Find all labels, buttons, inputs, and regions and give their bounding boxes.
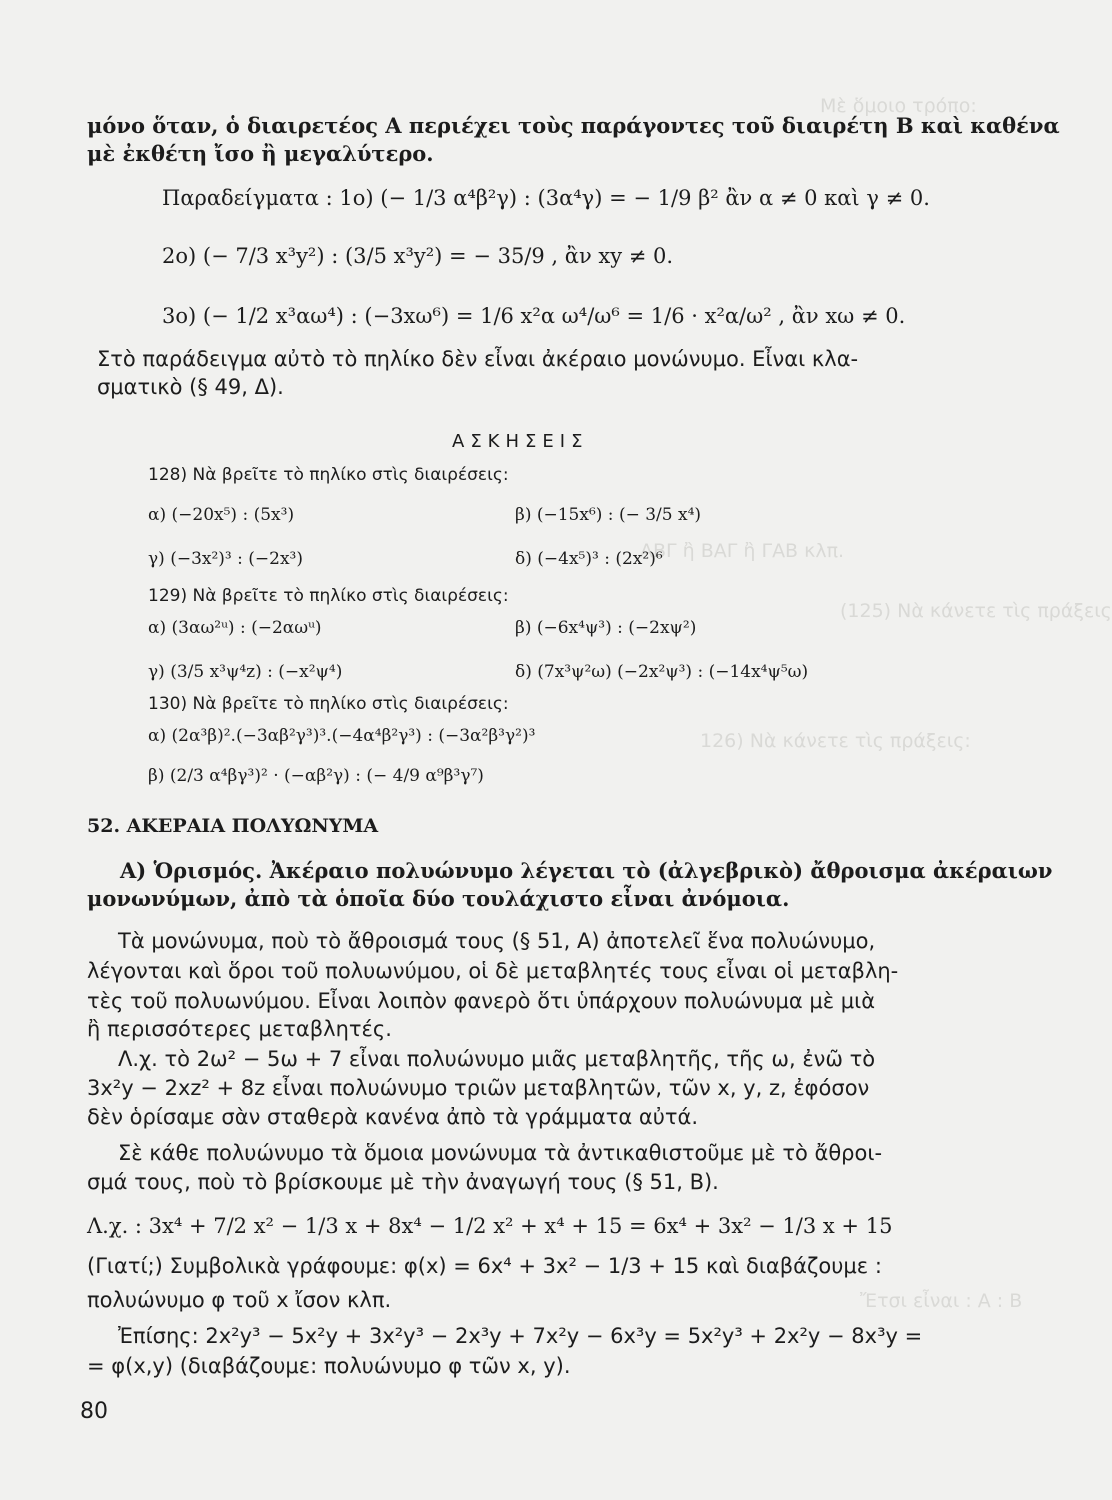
text-line: = φ(x,y) (διαβάζουμε: πολυώνυμο φ τῶν x, y). [87, 1354, 571, 1378]
bleed-through: Μὲ ὅμοιο τρόπο: [820, 95, 977, 117]
example-1: Παραδείγματα : 1ο) (− 1/3 α⁴β²γ) : (3α⁴γ) = − 1/9 β² ἂν α ≠ 0 καὶ γ ≠ 0. [162, 186, 930, 210]
bleed-through: 126) Νὰ κάνετε τὶς πράξεις: [700, 730, 971, 752]
example-2: 2ο) (− 7/3 x³y²) : (3/5 x³y²) = − 35/9 , ἂν xy ≠ 0. [162, 244, 674, 268]
exercise-130-title: 130) Νὰ βρεῖτε τὸ πηλίκο στὶς διαιρέσεις: [148, 694, 509, 714]
section-title: 52. ΑΚΕΡΑΙΑ ΠΟΛΥΩΝΥΜΑ [87, 815, 379, 837]
exercise-item: γ) (−3x²)³ : (−2x³) [148, 549, 304, 569]
formula-line: Λ.χ. : 3x⁴ + 7/2 x² − 1/3 x + 8x⁴ − 1/2 x² + x⁴ + 15 = 6x⁴ + 3x² − 1/3 x + 15 [87, 1214, 893, 1238]
exercise-129-title: 129) Νὰ βρεῖτε τὸ πηλίκο στὶς διαιρέσεις: [148, 586, 509, 606]
text-line: τὲς τοῦ πολυωνύμου. Εἶναι λοιπὸν φανερὸ ὅτι ὑπάρχουν πολυώνυμα μὲ μιὰ [87, 989, 876, 1013]
text-line: σματικὸ (§ 49, Δ). [97, 375, 284, 399]
exercise-item: α) (2α³β)².(−3αβ²γ³)³.(−4α⁴β²γ³) : (−3α²β³γ²)³ [148, 726, 536, 746]
exercise-item: α) (3αω²ᵘ) : (−2αωᵘ) [148, 618, 322, 638]
text-line: Ἐπίσης: 2x²y³ − 5x²y + 3x²y³ − 2x³y + 7x²y − 6x³y = 5x²y³ + 2x²y − 8x³y = [118, 1324, 923, 1348]
exercise-item: δ) (−4x⁵)³ : (2x²)⁶ [515, 549, 663, 569]
bleed-through: ΑΒΓ ἢ ΒΑΓ ἢ ΓΑΒ κλπ. [640, 540, 845, 562]
definition-line: Α) Ὁρισμός. Ἀκέραιο πολυώνυμο λέγεται τὸ (ἀλγεβρικὸ) ἄθροισμα ἀκέραιων [120, 858, 1053, 883]
bleed-through: Ἔτσι εἶναι : Α : Β [860, 1290, 1023, 1312]
exercise-item: β) (−6x⁴ψ³) : (−2xψ²) [515, 618, 697, 638]
page-number: 80 [80, 1399, 108, 1424]
text-line: 3x²y − 2xz² + 8z εἶναι πολυώνυμο τριῶν μεταβλητῶν, τῶν x, y, z, ἐφόσον [87, 1076, 870, 1100]
text-line: δὲν ὁρίσαμε σὰν σταθερὰ κανένα ἀπὸ τὰ γράμματα αὐτά. [87, 1105, 699, 1129]
exercise-128-title: 128) Νὰ βρεῖτε τὸ πηλίκο στὶς διαιρέσεις: [148, 465, 509, 485]
exercise-item: β) (2/3 α⁴βγ³)² · (−αβ²γ) : (− 4/9 α⁹β³γ⁷) [148, 766, 484, 786]
text-line: μόνο ὅταν, ὁ διαιρετέος Α περιέχει τοὺς παράγοντες τοῦ διαιρέτη Β καὶ καθένα [87, 113, 1060, 138]
exercise-item: δ) (7x³ψ²ω) (−2x²ψ³) : (−14x⁴ψ⁵ω) [515, 662, 809, 682]
text-line: ἢ περισσότερες μεταβλητές. [87, 1017, 392, 1041]
text-line: πολυώνυμο φ τοῦ x ἴσον κλπ. [87, 1288, 392, 1312]
text-line: Στὸ παράδειγμα αὐτὸ τὸ πηλίκο δὲν εἶναι ἀκέραιο μονώνυμο. Εἶναι κλα- [97, 347, 859, 371]
text-line: Λ.χ. τὸ 2ω² − 5ω + 7 εἶναι πολυώνυμο μιᾶς μεταβλητῆς, τῆς ω, ἐνῶ τὸ [118, 1047, 876, 1071]
bleed-through: (125) Νὰ κάνετε τὶς πράξεις [840, 600, 1112, 622]
text-line: Τὰ μονώνυμα, ποὺ τὸ ἄθροισμά τους (§ 51, Α) ἀποτελεῖ ἕνα πολυώνυμο, [118, 929, 876, 953]
text-line: σμά τους, ποὺ τὸ βρίσκουμε μὲ τὴν ἀναγωγή τους (§ 51, Β). [87, 1170, 719, 1194]
example-3: 3ο) (− 1/2 x³αω⁴) : (−3xω⁶) = 1/6 x²α ω⁴/ω⁶ = 1/6 · x²α/ω² , ἂν xω ≠ 0. [162, 304, 906, 328]
text-line: μὲ ἐκθέτη ἴσο ἢ μεγαλύτερο. [87, 141, 434, 166]
exercise-item: α) (−20x⁵) : (5x³) [148, 505, 295, 525]
text-line: (Γιατί;) Συμβολικὰ γράφουμε: φ(x) = 6x⁴ + 3x² − 1/3 + 15 καὶ διαβάζουμε : [87, 1254, 882, 1278]
text-line: Σὲ κάθε πολυώνυμο τὰ ὅμοια μονώνυμα τὰ ἀντικαθιστοῦμε μὲ τὸ ἄθροι- [118, 1141, 883, 1165]
definition-line: μονωνύμων, ἀπὸ τὰ ὁποῖα δύο τουλάχιστο εἶναι ἀνόμοια. [87, 886, 790, 911]
exercise-item: γ) (3/5 x³ψ⁴z) : (−x²ψ⁴) [148, 662, 343, 682]
exercises-heading: ΑΣΚΗΣΕΙΣ [452, 431, 589, 452]
exercise-item: β) (−15x⁶) : (− 3/5 x⁴) [515, 505, 702, 525]
text-line: λέγονται καὶ ὅροι τοῦ πολυωνύμου, οἱ δὲ μεταβλητές τους εἶναι οἱ μεταβλη- [87, 959, 899, 983]
